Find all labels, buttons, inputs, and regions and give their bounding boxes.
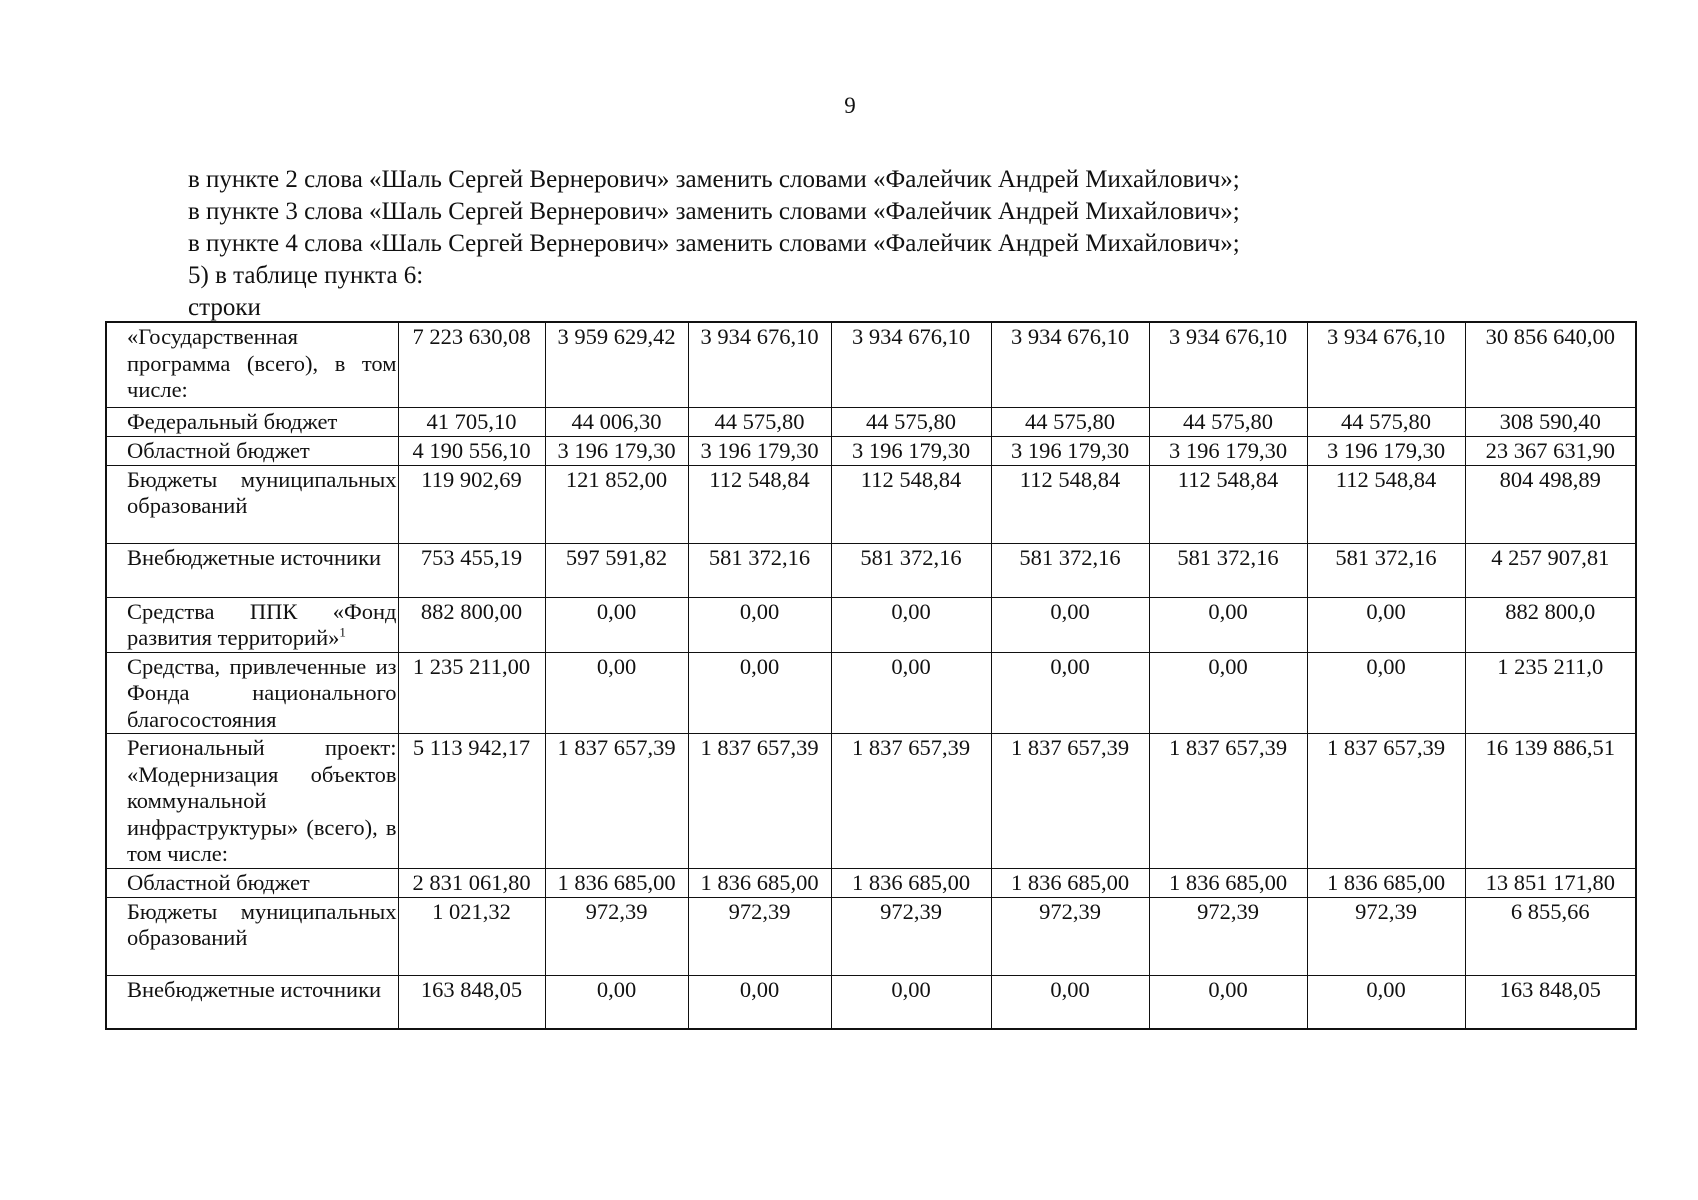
value-cell: 3 196 179,30 <box>1307 436 1465 465</box>
value-cell: 0,00 <box>1307 652 1465 734</box>
value-cell: 1 837 657,39 <box>991 734 1149 869</box>
value-cell: 3 959 629,42 <box>545 322 688 407</box>
value-cell: 581 372,16 <box>688 543 831 597</box>
funding-table <box>105 321 1637 1030</box>
value-cell: 0,00 <box>991 652 1149 734</box>
table-row <box>106 734 1636 869</box>
value-cell: 972,39 <box>688 897 831 975</box>
row-label-cell <box>106 975 398 1029</box>
value-cell: 44 575,80 <box>688 407 831 436</box>
value-cell: 3 196 179,30 <box>545 436 688 465</box>
value-cell: 163 848,05 <box>398 975 545 1029</box>
value-cell: 882 800,00 <box>398 597 545 652</box>
value-cell: 1 836 685,00 <box>688 868 831 897</box>
value-cell: 3 934 676,10 <box>1307 322 1465 407</box>
value-cell: 581 372,16 <box>991 543 1149 597</box>
value-cell: 0,00 <box>545 597 688 652</box>
value-cell: 112 548,84 <box>1307 465 1465 543</box>
value-cell: 3 934 676,10 <box>831 322 991 407</box>
row-label-cell <box>106 652 398 734</box>
value-cell: 4 257 907,81 <box>1465 543 1636 597</box>
value-cell: 3 196 179,30 <box>1149 436 1307 465</box>
value-cell: 3 196 179,30 <box>831 436 991 465</box>
value-cell: 44 575,80 <box>991 407 1149 436</box>
value-cell: 0,00 <box>1307 975 1465 1029</box>
value-cell: 44 575,80 <box>1149 407 1307 436</box>
value-cell: 44 006,30 <box>545 407 688 436</box>
value-cell: 1 836 685,00 <box>545 868 688 897</box>
row-label-cell <box>106 407 398 436</box>
table-row <box>106 436 1636 465</box>
paragraph: в пункте 2 слова «Шаль Сергей Вернерович» заменить словами «Фалейчик Андрей Михайлович»; <box>188 166 1240 193</box>
table-row <box>106 597 1636 652</box>
value-cell: 112 548,84 <box>831 465 991 543</box>
value-cell: 0,00 <box>688 652 831 734</box>
value-cell: 3 934 676,10 <box>1149 322 1307 407</box>
value-cell: 163 848,05 <box>1465 975 1636 1029</box>
row-label: Областной бюджет <box>127 437 310 463</box>
value-cell: 972,39 <box>991 897 1149 975</box>
value-cell: 6 855,66 <box>1465 897 1636 975</box>
value-cell: 112 548,84 <box>1149 465 1307 543</box>
value-cell: 0,00 <box>991 597 1149 652</box>
value-cell: 44 575,80 <box>831 407 991 436</box>
value-cell: 16 139 886,51 <box>1465 734 1636 869</box>
value-cell: 972,39 <box>831 897 991 975</box>
row-label: «Государственная программа (всего), в том числе: <box>127 324 397 402</box>
row-label-cell <box>106 868 398 897</box>
value-cell: 5 113 942,17 <box>398 734 545 869</box>
value-cell: 3 934 676,10 <box>991 322 1149 407</box>
value-cell: 1 837 657,39 <box>1149 734 1307 869</box>
row-label: Внебюджетные источники <box>127 544 382 570</box>
value-cell: 0,00 <box>831 597 991 652</box>
table-row <box>106 897 1636 975</box>
value-cell: 112 548,84 <box>991 465 1149 543</box>
value-cell: 1 836 685,00 <box>1149 868 1307 897</box>
row-label-cell <box>106 436 398 465</box>
table-row <box>106 868 1636 897</box>
value-cell: 0,00 <box>1307 597 1465 652</box>
value-cell: 3 196 179,30 <box>991 436 1149 465</box>
row-label: Бюджеты муниципальных образований <box>127 466 397 518</box>
value-cell: 0,00 <box>688 975 831 1029</box>
value-cell: 119 902,69 <box>398 465 545 543</box>
value-cell: 1 837 657,39 <box>831 734 991 869</box>
value-cell: 1 836 685,00 <box>991 868 1149 897</box>
footnote-marker: 1 <box>339 624 346 640</box>
value-cell: 804 498,89 <box>1465 465 1636 543</box>
row-label-cell <box>106 322 398 407</box>
value-cell: 1 021,32 <box>398 897 545 975</box>
value-cell: 0,00 <box>831 652 991 734</box>
value-cell: 581 372,16 <box>831 543 991 597</box>
paragraph: в пункте 4 слова «Шаль Сергей Вернерович» заменить словами «Фалейчик Андрей Михайлович»; <box>188 230 1240 257</box>
value-cell: 3 196 179,30 <box>688 436 831 465</box>
value-cell: 0,00 <box>1149 975 1307 1029</box>
value-cell: 597 591,82 <box>545 543 688 597</box>
value-cell: 44 575,80 <box>1307 407 1465 436</box>
value-cell: 4 190 556,10 <box>398 436 545 465</box>
row-label: Средства, привлеченные из Фонда национального благосостояния <box>127 653 397 732</box>
row-label: Федеральный бюджет <box>127 408 338 434</box>
row-label-cell <box>106 597 398 652</box>
value-cell: 13 851 171,80 <box>1465 868 1636 897</box>
table-row <box>106 652 1636 734</box>
table-row <box>106 407 1636 436</box>
value-cell: 972,39 <box>545 897 688 975</box>
value-cell: 1 837 657,39 <box>1307 734 1465 869</box>
value-cell: 7 223 630,08 <box>398 322 545 407</box>
value-cell: 41 705,10 <box>398 407 545 436</box>
value-cell: 1 235 211,0 <box>1465 652 1636 734</box>
value-cell: 972,39 <box>1307 897 1465 975</box>
paragraph: 5) в таблице пункта 6: <box>188 262 424 289</box>
row-label-cell <box>106 543 398 597</box>
value-cell: 1 837 657,39 <box>688 734 831 869</box>
row-label: Бюджеты муниципальных образований <box>127 898 397 950</box>
amendment-text <box>188 164 1488 324</box>
row-label: Внебюджетные источники <box>127 976 382 1002</box>
row-label-cell <box>106 734 398 869</box>
value-cell: 0,00 <box>545 652 688 734</box>
value-cell: 2 831 061,80 <box>398 868 545 897</box>
value-cell: 112 548,84 <box>688 465 831 543</box>
paragraph: в пункте 3 слова «Шаль Сергей Вернерович» заменить словами «Фалейчик Андрей Михайлович»; <box>188 198 1240 225</box>
value-cell: 1 837 657,39 <box>545 734 688 869</box>
value-cell: 0,00 <box>991 975 1149 1029</box>
value-cell: 30 856 640,00 <box>1465 322 1636 407</box>
value-cell: 0,00 <box>1149 652 1307 734</box>
value-cell: 581 372,16 <box>1149 543 1307 597</box>
value-cell: 1 235 211,00 <box>398 652 545 734</box>
value-cell: 1 836 685,00 <box>1307 868 1465 897</box>
row-label: Средства ППК «Фонд развития территорий» <box>127 598 397 650</box>
table-row <box>106 543 1636 597</box>
table-row <box>106 465 1636 543</box>
row-label-cell <box>106 897 398 975</box>
value-cell: 581 372,16 <box>1307 543 1465 597</box>
row-label: Областной бюджет <box>127 869 310 895</box>
row-label: Региональный проект: «Модернизация объектов коммунальной инфраструктуры» (всего), в том числе: <box>127 735 397 866</box>
value-cell: 882 800,0 <box>1465 597 1636 652</box>
value-cell: 972,39 <box>1149 897 1307 975</box>
value-cell: 23 367 631,90 <box>1465 436 1636 465</box>
table-row <box>106 322 1636 407</box>
value-cell: 0,00 <box>545 975 688 1029</box>
value-cell: 753 455,19 <box>398 543 545 597</box>
value-cell: 0,00 <box>688 597 831 652</box>
value-cell: 3 934 676,10 <box>688 322 831 407</box>
value-cell: 0,00 <box>1149 597 1307 652</box>
table-body <box>106 322 1636 1029</box>
value-cell: 308 590,40 <box>1465 407 1636 436</box>
page-number: 9 <box>844 93 856 118</box>
row-label-cell <box>106 465 398 543</box>
paragraph: строки <box>188 294 261 321</box>
value-cell: 1 836 685,00 <box>831 868 991 897</box>
value-cell: 121 852,00 <box>545 465 688 543</box>
value-cell: 0,00 <box>831 975 991 1029</box>
table-row <box>106 975 1636 1029</box>
